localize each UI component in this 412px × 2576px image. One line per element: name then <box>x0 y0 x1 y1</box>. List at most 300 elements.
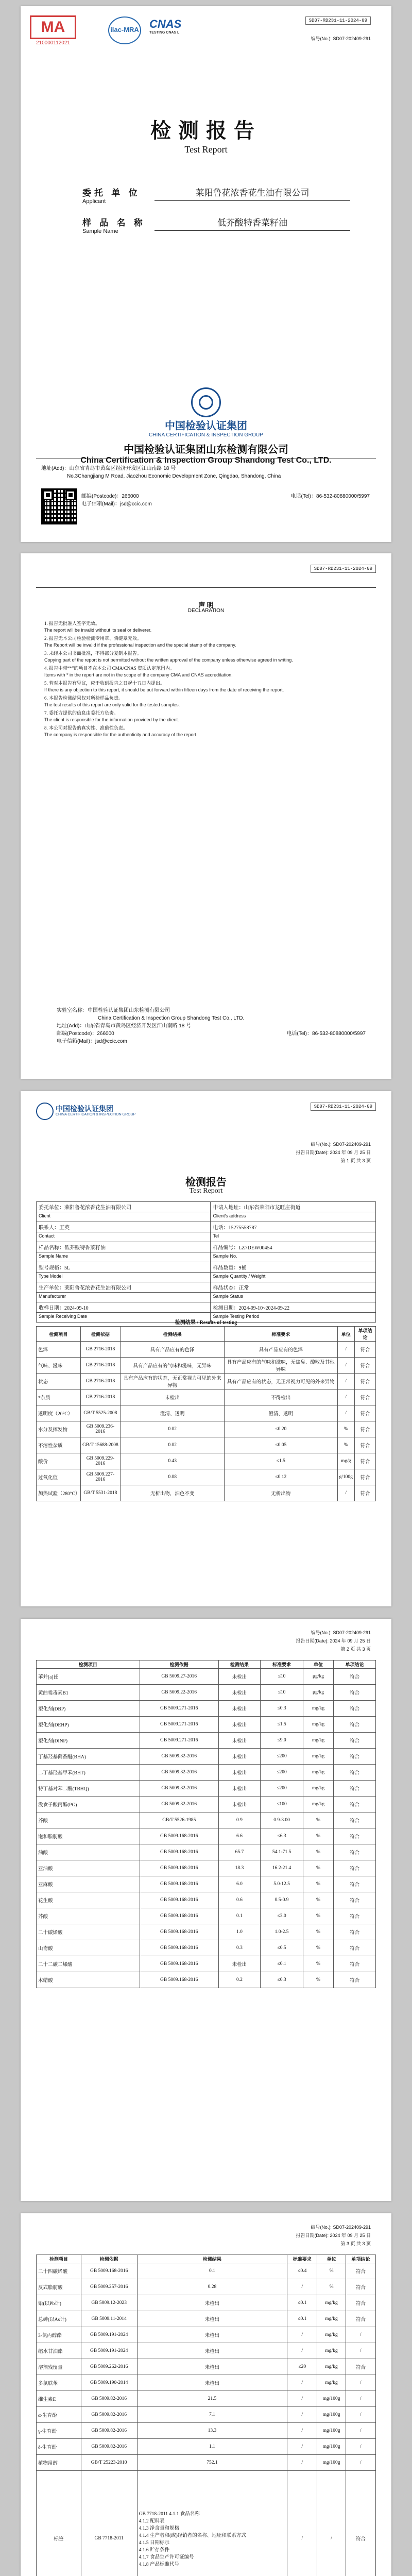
table-cell: 1.0 <box>218 1924 261 1940</box>
table-cell: 1.1 <box>137 2439 287 2455</box>
table-row <box>37 1717 376 1733</box>
column-header: 单项结论 <box>346 2255 375 2263</box>
table-cell: 符合 <box>334 1860 376 1876</box>
table-cell: 0.1 <box>218 1908 261 1924</box>
table-cell: 未检出 <box>218 1701 261 1717</box>
cnas-mark: CNAS <box>149 18 182 30</box>
table-cell: / <box>287 2391 317 2407</box>
report-number-label: 编号(No.): SD07-202409-291 <box>311 36 371 41</box>
table-cell: mg/kg <box>317 2295 346 2311</box>
table-row <box>37 1828 376 1844</box>
table-cell: mg/kg <box>303 1765 333 1781</box>
postcode: 邮编(Postcode)：266000 <box>57 1031 114 1037</box>
table-cell: GB 5009.27-2016 <box>140 1669 218 1685</box>
table-cell: mg/kg <box>317 2375 346 2391</box>
table-cell: GB 5009.32-2016 <box>140 1749 218 1765</box>
table-cell: / <box>346 2455 375 2471</box>
table-cell: GB 5009.32-2016 <box>140 1797 218 1812</box>
info-row <box>37 1242 376 1252</box>
sample-field <box>82 215 350 234</box>
declaration-text: 1. 报告无批准人签字无效。 <box>44 621 100 626</box>
table-cell: 1.0-2.5 <box>261 1924 303 1940</box>
table-cell: 塑化剂(DEHP) <box>37 1717 140 1733</box>
ma-mark: MA <box>30 15 76 39</box>
table-cell: mg/kg <box>317 2359 346 2375</box>
table-cell: ≤0.1 <box>261 1956 303 1972</box>
table-cell: 符合 <box>354 1453 375 1469</box>
table-cell: 具有产品应有的气味和滋味，无焦臭、酸败及其他异味 <box>225 1358 338 1374</box>
column-header: 单位 <box>317 2255 346 2263</box>
table-cell: 符合 <box>354 1374 375 1389</box>
table-cell: 0.43 <box>121 1453 225 1469</box>
table-cell: mg/kg <box>303 1749 333 1765</box>
table-cell: 5.0-12.5 <box>261 1876 303 1892</box>
table-cell: ≤0.05 <box>225 1437 338 1453</box>
table-cell: 符合 <box>346 2359 375 2375</box>
table-cell: mg/kg <box>303 1781 333 1797</box>
cover-page <box>21 6 391 542</box>
declaration-item <box>44 650 368 664</box>
table-cell: GB 5009.168-2016 <box>140 1892 218 1908</box>
table-cell: 黄曲霉毒素B1 <box>37 1685 140 1701</box>
table-cell: μg/kg <box>303 1685 333 1701</box>
table-cell: 铅(以Pb计) <box>37 2295 81 2311</box>
declaration-subtitle: DECLARATION <box>187 608 225 614</box>
table-cell: % <box>303 1972 333 1988</box>
table-cell: / <box>287 2375 317 2391</box>
table-row <box>37 2391 376 2407</box>
declaration-text: 2. 报告无本公司检验检测专用章、骑缝章无效。 <box>44 636 142 641</box>
table-cell: % <box>303 1956 333 1972</box>
table-cell: GB 5009.168-2016 <box>140 1860 218 1876</box>
info-cell: Type Model <box>37 1273 211 1282</box>
table-cell: 符合 <box>334 1797 376 1812</box>
ccic-name-en: CHINA CERTIFICATION & INSPECTION GROUP <box>149 432 263 438</box>
table-cell: 符合 <box>334 1924 376 1940</box>
company-name-en: China Certification & Inspection Group Shandong Test Co., LTD. <box>80 456 332 465</box>
declaration-text-en: If there is any objection to this report, it should be put forward within fifteen days from the date of receiving the report. <box>44 687 284 692</box>
postcode: 邮编(Postcode)：266000 <box>81 494 139 499</box>
table-cell: GB/T 15688-2008 <box>80 1437 121 1453</box>
table-cell: / <box>287 2343 317 2359</box>
table-cell: GB 2716-2018 <box>80 1389 121 1405</box>
table-cell: mg/kg <box>317 2311 346 2327</box>
table-cell: 未检出 <box>137 2295 287 2311</box>
table-cell: 符合 <box>334 1733 376 1749</box>
table-cell: 未检出 <box>218 1797 261 1812</box>
table-cell: 未检出 <box>218 1685 261 1701</box>
lab-name: 实验室名称：中国检验认证集团山东检测有限公司 <box>57 1008 170 1013</box>
table-cell: GB 5009.32-2016 <box>140 1765 218 1781</box>
table-row <box>37 1453 376 1469</box>
table-cell: 色泽 <box>37 1342 81 1358</box>
info-cell: Client <box>37 1212 211 1222</box>
table-row <box>37 1956 376 1972</box>
declaration-text-en: The Report will be invalid if the professional inspection and the special stamp of the company. <box>44 642 236 648</box>
table-cell: / <box>287 2279 317 2295</box>
ma-logo <box>30 15 76 46</box>
table-cell: 符合 <box>334 1908 376 1924</box>
table-row <box>37 1342 376 1358</box>
table-cell: ≤1.5 <box>225 1453 338 1469</box>
table-cell: 0.2 <box>218 1972 261 1988</box>
table-row <box>37 1437 376 1453</box>
info-cell: Tel <box>211 1232 376 1242</box>
table-cell: 芥酸 <box>37 1908 140 1924</box>
declaration-text: 7. 委托方提供的信息由委托方负责。 <box>44 710 119 716</box>
table-cell: 符合 <box>334 1669 376 1685</box>
table-row <box>37 1374 376 1389</box>
telephone: 电话(Tel)：86-532-80880000/5997 <box>286 1031 366 1037</box>
table-cell: % <box>303 1812 333 1828</box>
declaration-text: 8. 本公司对报告的真实性、准确性负责。 <box>44 725 128 731</box>
table-row <box>37 1469 376 1485</box>
table-cell: GB 5009.168-2016 <box>140 1908 218 1924</box>
declaration-item <box>44 620 368 634</box>
table-cell: GB 5009.257-2016 <box>81 2279 137 2295</box>
declaration-title: 声 明 <box>198 601 214 609</box>
table-cell: GB 5009.22-2016 <box>140 1685 218 1701</box>
table-cell: 多氯联苯 <box>37 2375 81 2391</box>
table-cell: 符合 <box>354 1342 375 1358</box>
table-cell: g/100g <box>337 1469 354 1485</box>
table-cell: GB 7718-2011 4.1.1 食品名称 4.1.2 配料表 4.1.3 净含量和规格 4.1.4 生产者和(或)经销者的名称、地址和联系方式 4.1.5 日期标示 4.1.6 贮存条件 4.1.7 食品生产许可证编号 4.1.8 产品标准代号 <box>137 2471 287 2576</box>
table-cell: / <box>346 2423 375 2439</box>
table-cell: 0.28 <box>137 2279 287 2295</box>
table-row <box>37 1781 376 1797</box>
ccic-logo <box>21 387 391 465</box>
ccic-emblem-icon <box>36 1103 54 1120</box>
info-row <box>37 1302 376 1313</box>
table-cell: GB 5009.168-2016 <box>140 1924 218 1940</box>
email: 电子信箱(Mail)：jsd@ccic.com <box>81 501 152 507</box>
column-header: 单项结论 <box>354 1327 375 1342</box>
table-cell: GB 5009.82-2016 <box>81 2391 137 2407</box>
contact-block <box>81 493 370 508</box>
results-title: 检测结果 / Results of testing <box>175 1320 237 1326</box>
table-cell: δ-生育酚 <box>37 2439 81 2455</box>
table-cell: mg/100g <box>317 2407 346 2423</box>
table-cell: % <box>317 2263 346 2279</box>
info-cell: 电话：15275558787 <box>211 1222 376 1232</box>
table-cell: 符合 <box>346 2471 375 2576</box>
table-cell: / <box>346 2439 375 2455</box>
table-cell: ≤200 <box>261 1781 303 1797</box>
table-row <box>37 1358 376 1374</box>
info-cell: 申请人地址：山东省莱阳市龙旺庄街道 <box>211 1202 376 1212</box>
info-cell: 收样日期：2024-09-10 <box>37 1302 211 1313</box>
table-cell: GB 5009.168-2016 <box>140 1940 218 1956</box>
table-cell: GB 5009.82-2016 <box>81 2407 137 2423</box>
sample-label-en: Sample Name <box>82 228 118 234</box>
table-cell: / <box>317 2471 346 2576</box>
table-cell: 具有产品应有的状态，无正常视力可见的外来异物 <box>121 1374 225 1389</box>
results-table-2 <box>36 1660 376 1988</box>
table-cell: 未检出 <box>218 1781 261 1797</box>
declaration-text-en: The company is responsible for the authenticity and accuracy of the report. <box>44 732 198 737</box>
table-cell: 加热试验（280°C） <box>37 1485 81 1501</box>
table-cell: ≤0.12 <box>225 1469 338 1485</box>
table-cell: 0.9 <box>218 1812 261 1828</box>
table-cell: 符合 <box>346 2263 375 2279</box>
table-cell: 未检出 <box>137 2311 287 2327</box>
table-cell: mg/kg <box>303 1797 333 1812</box>
table-cell: mg/100g <box>317 2391 346 2407</box>
table-cell: / <box>337 1389 354 1405</box>
table-cell: 过氧化值 <box>37 1469 81 1485</box>
info-cell: 型号规格：5L <box>37 1262 211 1273</box>
info-cell: 样品名称：低芥酸特香菜籽油 <box>37 1242 211 1252</box>
table-cell: GB 5009.168-2016 <box>140 1956 218 1972</box>
report-number-box: SD07-RD231-11-2024-09 <box>305 16 371 25</box>
table-cell: 符合 <box>334 1844 376 1860</box>
email: 电子信箱(Mail)：jsd@ccic.com <box>57 1039 127 1044</box>
table-row <box>37 1812 376 1828</box>
table-cell: 二丁基羟基甲苯(BHT) <box>37 1765 140 1781</box>
sample-info-table <box>36 1201 376 1323</box>
table-cell: 符合 <box>354 1358 375 1374</box>
table-cell: ≤200 <box>261 1765 303 1781</box>
column-header: 标准要求 <box>225 1327 338 1342</box>
table-row <box>37 1733 376 1749</box>
table-cell: 7.1 <box>137 2407 287 2423</box>
table-cell: 符合 <box>334 1749 376 1765</box>
table-cell: GB 5009.12-2023 <box>81 2295 137 2311</box>
table-cell: mg/kg <box>303 1717 333 1733</box>
table-cell: 符合 <box>334 1972 376 1988</box>
header-name-en: CHINA CERTIFICATION & INSPECTION GROUP <box>56 1113 136 1116</box>
table-cell: 符合 <box>334 1685 376 1701</box>
table-cell: 亚麻酸 <box>37 1876 140 1892</box>
table-cell: 0.08 <box>121 1469 225 1485</box>
table-row-label <box>37 2471 376 2576</box>
table-cell: ≤9.0 <box>261 1733 303 1749</box>
report-date-line: 报告日期(Date): 2024 年 09 月 25 日 <box>296 2233 371 2238</box>
table-row <box>37 1389 376 1405</box>
table-cell: 未检出 <box>218 1765 261 1781</box>
header-name: 中国检验认证集团 <box>56 1106 113 1113</box>
table-cell: 13.3 <box>137 2423 287 2439</box>
table-cell: 符合 <box>354 1437 375 1453</box>
report-title-en: Test Report <box>189 1187 223 1195</box>
table-cell: mg/g <box>337 1453 354 1469</box>
table-row <box>37 1892 376 1908</box>
column-header: 检测项目 <box>37 1660 140 1669</box>
table-row <box>37 1940 376 1956</box>
table-cell: mg/100g <box>317 2423 346 2439</box>
table-cell: 无析出物，油色不变 <box>121 1485 225 1501</box>
table-cell: GB 5009.190-2014 <box>81 2375 137 2391</box>
table-cell: ≤0.1 <box>287 2311 317 2327</box>
ccic-emblem-icon <box>191 387 221 417</box>
column-header: 检测结果 <box>121 1327 225 1342</box>
table-cell: 没食子酸丙酯(PG) <box>37 1797 140 1812</box>
table-cell: 花生酸 <box>37 1892 140 1908</box>
table-cell: GB 5009.82-2016 <box>81 2423 137 2439</box>
info-cell: Sample Quantity / Weight <box>211 1273 376 1282</box>
table-cell: 塑化剂(DBP) <box>37 1701 140 1717</box>
table-cell: 特丁基对苯二酚(TBHQ) <box>37 1781 140 1797</box>
applicant-value: 莱阳鲁花浓香花生油有限公司 <box>154 185 350 201</box>
table-cell: 具有产品应有的色泽 <box>121 1342 225 1358</box>
table-row <box>37 1421 376 1437</box>
table-cell: / <box>337 1405 354 1421</box>
table-cell: 符合 <box>334 1892 376 1908</box>
table-cell: 符合 <box>334 1956 376 1972</box>
table-row <box>37 1797 376 1812</box>
table-cell: / <box>337 1374 354 1389</box>
table-cell: α-生育酚 <box>37 2407 81 2423</box>
table-cell: 具有产品应有的色泽 <box>225 1342 338 1358</box>
table-cell: GB 5009.168-2016 <box>140 1844 218 1860</box>
table-cell: 符合 <box>334 1812 376 1828</box>
report-date-line: 报告日期(Date): 2024 年 09 月 25 日 <box>296 1150 371 1155</box>
table-cell: ≤20 <box>287 2359 317 2375</box>
table-cell: 澄清、透明 <box>225 1405 338 1421</box>
cnas-sub: TESTING CNAS L <box>149 31 180 35</box>
divider <box>36 587 376 588</box>
table-cell: / <box>337 1342 354 1358</box>
table-cell: GB 5009.168-2016 <box>81 2263 137 2279</box>
column-header: 标准要求 <box>261 1660 303 1669</box>
sample-label: 样 品 名 称 <box>82 218 146 228</box>
table-cell: ≤0.4 <box>287 2263 317 2279</box>
table-row <box>37 2375 376 2391</box>
declaration-text-en: The test results of this report are only valid for the tested samples. <box>44 702 180 707</box>
table-row <box>37 1844 376 1860</box>
info-cell: Sample Testing Period <box>211 1313 376 1323</box>
table-cell: 维生素E <box>37 2391 81 2407</box>
report-page-1 <box>21 1091 391 1606</box>
info-row <box>37 1293 376 1302</box>
report-date-line: 报告日期(Date): 2024 年 09 月 25 日 <box>296 1638 371 1643</box>
table-cell: GB 5009.191-2024 <box>81 2343 137 2359</box>
table-cell: 0.02 <box>121 1437 225 1453</box>
table-cell: 饱和脂肪酸 <box>37 1828 140 1844</box>
table-cell: % <box>303 1908 333 1924</box>
table-cell: 缩水甘油酯 <box>37 2343 81 2359</box>
report-number-line: 编号(No.): SD07-202409-291 <box>311 1142 371 1147</box>
column-header: 检测结果 <box>218 1660 261 1669</box>
table-cell: / <box>287 2471 317 2576</box>
table-cell: 752.1 <box>137 2455 287 2471</box>
table-cell: 未检出 <box>218 1717 261 1733</box>
declaration-list <box>44 620 368 740</box>
info-cell: Manufacturer <box>37 1293 211 1302</box>
table-cell: 气味、滋味 <box>37 1358 81 1374</box>
table-cell: 溶剂残留量 <box>37 2359 81 2375</box>
report-title: 检测报告 <box>185 1177 227 1188</box>
table-row <box>37 2327 376 2343</box>
table-cell: % <box>303 1892 333 1908</box>
table-cell: 未检出 <box>137 2343 287 2359</box>
info-cell: Sample Status <box>211 1293 376 1302</box>
table-cell: GB 5009.168-2016 <box>140 1828 218 1844</box>
table-cell: mg/100g <box>317 2439 346 2455</box>
page-number: 第 2 页 共 3 页 <box>340 1647 371 1652</box>
declaration-text-en: Items with * in the report are not in the scope of the company CMA and CNAS accreditation. <box>44 672 233 677</box>
table-cell: ≤200 <box>261 1749 303 1765</box>
table-cell: 0.6 <box>218 1892 261 1908</box>
table-row <box>37 1876 376 1892</box>
declaration-header <box>36 564 376 584</box>
table-cell: GB 5009.32-2016 <box>140 1781 218 1797</box>
table-cell: 0.02 <box>121 1421 225 1437</box>
table-cell: mg/kg <box>303 1733 333 1749</box>
declaration-text: 6. 本报告检测结果仅对所检样品负责。 <box>44 696 124 701</box>
table-cell: 未检出 <box>218 1733 261 1749</box>
address-block <box>41 465 371 480</box>
table-cell: GB 5009.168-2016 <box>140 1972 218 1988</box>
table-cell: ≤10 <box>261 1685 303 1701</box>
info-row <box>37 1232 376 1242</box>
page-subtitle: Test Report <box>184 144 228 155</box>
address-en: No.3Changjiang M Road, Jiaozhou Economic Development Zone, Qingdao, Shandong, China <box>67 473 281 479</box>
table-cell: 酸价 <box>37 1453 81 1469</box>
declaration-page <box>21 553 391 1079</box>
table-cell: ≤100 <box>261 1797 303 1812</box>
table-cell: 未检出 <box>137 2359 287 2375</box>
table-cell: GB 5009.82-2016 <box>81 2439 137 2455</box>
info-row <box>37 1282 376 1293</box>
table-cell: 塑化剂(DINP) <box>37 1733 140 1749</box>
column-header: 单位 <box>337 1327 354 1342</box>
declaration-item <box>44 725 368 738</box>
table-cell: / <box>287 2327 317 2343</box>
table-cell: GB 5009.262-2016 <box>81 2359 137 2375</box>
table-cell: 符合 <box>354 1389 375 1405</box>
table-cell: 亚油酸 <box>37 1860 140 1876</box>
info-cell: Client's address <box>211 1212 376 1222</box>
table-cell: GB 5009.271-2016 <box>140 1701 218 1717</box>
table-cell: 反式脂肪酸 <box>37 2279 81 2295</box>
table-cell: γ-生育酚 <box>37 2423 81 2439</box>
table-cell: 二十二碳二烯酸 <box>37 1956 140 1972</box>
table-cell: 不溶性杂质 <box>37 1437 81 1453</box>
table-cell: % <box>303 1844 333 1860</box>
ccic-name: 中国检验认证集团 <box>165 420 247 432</box>
table-cell: 0.3 <box>218 1940 261 1956</box>
table-cell: 3-氯丙醇酯 <box>37 2327 81 2343</box>
declaration-item <box>44 710 368 723</box>
info-row <box>37 1262 376 1273</box>
report-number-line: 编号(No.): SD07-202409-291 <box>311 1630 371 1635</box>
table-row <box>37 2439 376 2455</box>
table-cell: 澄清、透明 <box>121 1405 225 1421</box>
table-cell: GB/T 5526-1985 <box>140 1812 218 1828</box>
info-cell: 检测日期：2024-09-10~2024-09-22 <box>211 1302 376 1313</box>
table-cell: ≤10 <box>261 1669 303 1685</box>
table-cell: GB/T 5531-2018 <box>80 1485 121 1501</box>
column-header: 标准要求 <box>287 2255 317 2263</box>
table-cell: / <box>287 2455 317 2471</box>
info-cell: Contact <box>37 1232 211 1242</box>
column-header: 检测依据 <box>140 1660 218 1669</box>
table-cell: μg/kg <box>303 1669 333 1685</box>
column-header: 检测依据 <box>81 2255 137 2263</box>
table-cell: 符合 <box>334 1940 376 1956</box>
table-row <box>37 1765 376 1781</box>
table-cell: 符合 <box>354 1405 375 1421</box>
table-cell: ≤0.3 <box>261 1972 303 1988</box>
table-cell: 具有产品应有的气味和滋味，无异味 <box>121 1358 225 1374</box>
table-cell: 54.1-71.5 <box>261 1844 303 1860</box>
table-cell: 二十四碳烯酸 <box>37 2263 81 2279</box>
declaration-item <box>44 635 368 649</box>
table-cell: 芥酸 <box>37 1812 140 1828</box>
table-cell: / <box>346 2343 375 2359</box>
table-row <box>37 2263 376 2279</box>
